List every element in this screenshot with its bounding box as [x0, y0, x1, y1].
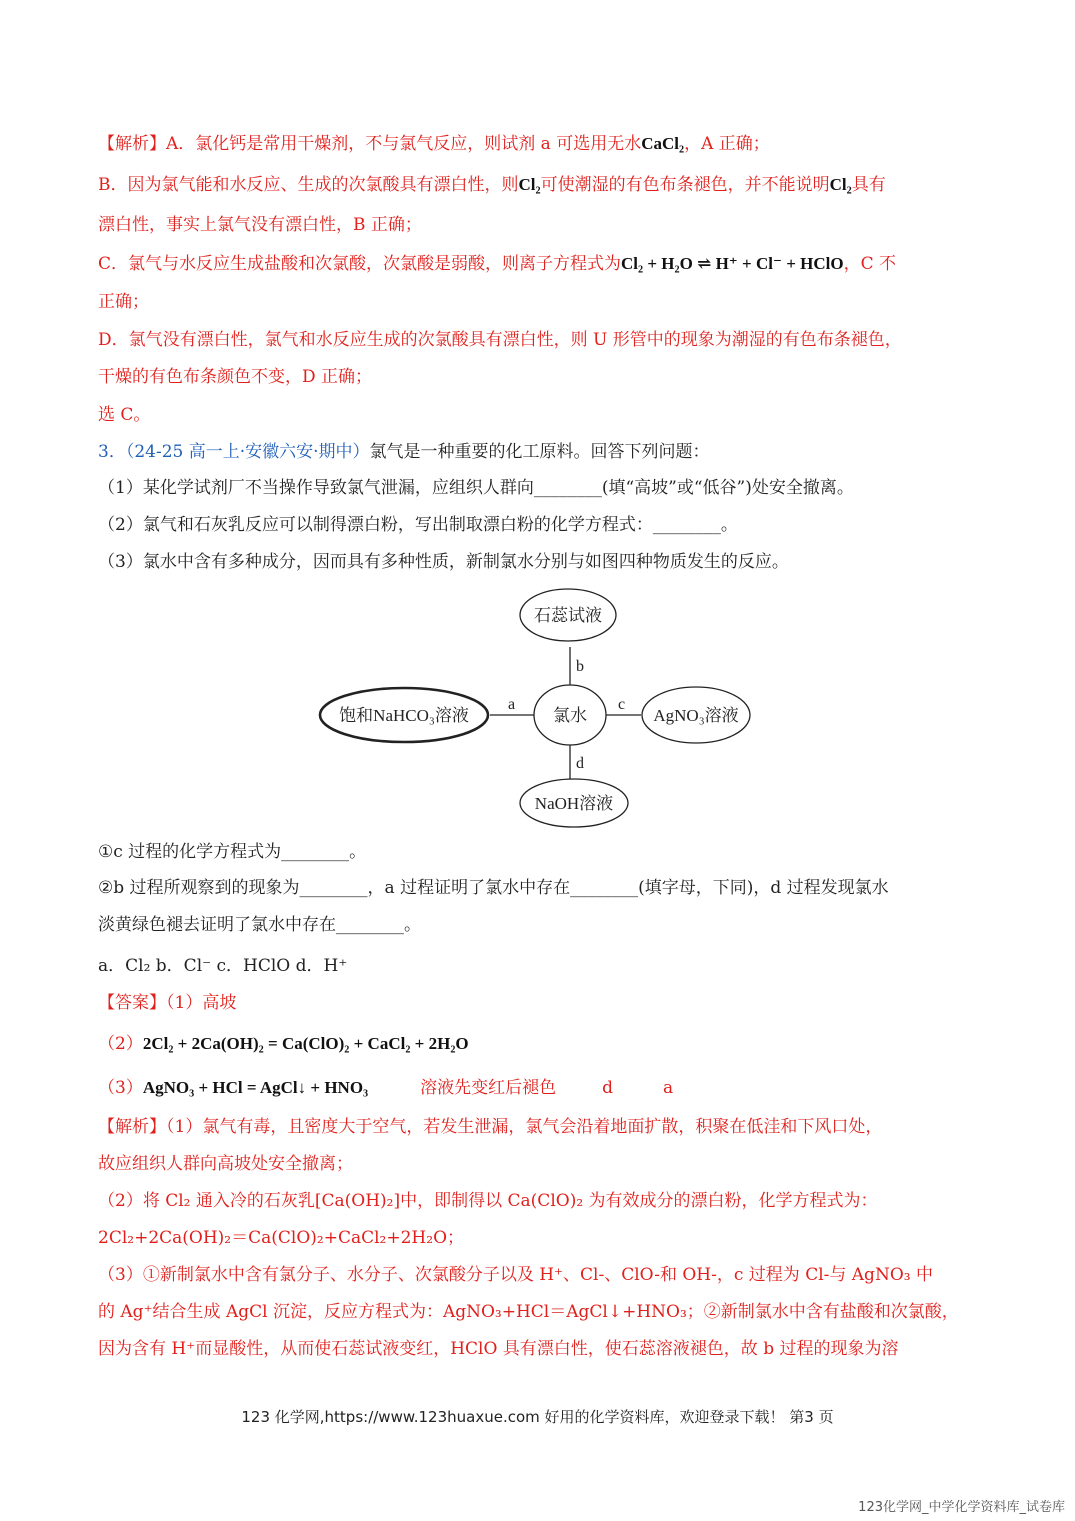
answer-1: [98, 991, 236, 1015]
answer-2-formula: 2Cl₂ + 2Ca(OH)₂ = Ca(ClO)₂ + CaCl₂ + 2H₂O: [142, 1034, 469, 1053]
question-stem: 氯气是一种重要的化工原料。回答下列问题：: [369, 442, 710, 462]
analysis-3a: （3）①新制氯水中含有氯分子、水分子、次氯酸分子以及 H⁺、Cl-、ClO-和 OH-，c 过程为 Cl-与 AgNO₃ 中: [98, 1265, 933, 1285]
analysis-1a-text: （1）氯气有毒，且密度大于空气，若发生泄漏，氯气会沿着地面扩散，积聚在低洼和下风口处，: [166, 1117, 883, 1137]
node-litmus-label: 石蕊试液: [534, 606, 602, 625]
analysis-3b: 的 Ag⁺结合生成 AgCl 沉淀，反应方程式为：AgNO₃+HCl＝AgCl↓+HNO₃；②新制氯水中含有盐酸和次氯酸，: [98, 1302, 959, 1322]
page-footer: 123 化学网,https://www.123huaxue.com 好用的化学资料库，欢迎登录下载！ 第3 页: [241, 1408, 834, 1426]
analysis-prev-d1: D．氯气没有漂白性，氯气和水反应生成的次氯酸具有漂白性，则 U 形管中的现象为潮湿的有色布条褪色，: [98, 330, 902, 350]
answer-3-d: d: [602, 1078, 614, 1098]
analysis-tag-2: 【解析】: [98, 1117, 166, 1137]
node-naoh-label: NaOH溶液: [534, 794, 614, 813]
answer-tag: 【答案】: [98, 993, 166, 1013]
reaction-diagram: [316, 585, 756, 830]
formula-cacl2: CaCl₂: [641, 134, 685, 153]
sub-question-1: ①c 过程的化学方程式为________。: [98, 842, 367, 862]
question-part-3: （3）氯水中含有多种成分，因而具有多种性质，新制氯水分别与如图四种物质发生的反应。: [98, 552, 789, 572]
node-agno3-label: AgNO₃溶液: [653, 706, 739, 725]
answer-3: [98, 1076, 673, 1100]
sub-question-2a: ②b 过程所观察到的现象为________，a 过程证明了氯水中存在________(填字母，下同)，d 过程发现氯水: [98, 878, 889, 898]
answer-3-phenomenon: 溶液先变红后褪色: [420, 1078, 557, 1098]
analysis-prev-choice: 选 C。: [98, 405, 151, 425]
formula-ionic-eq: Cl₂ + H₂O ⇌ H⁺ + Cl⁻ + HClO: [621, 254, 844, 273]
answer-2-num: （2）: [98, 1034, 143, 1054]
formula-cl2-1: Cl₂: [518, 175, 541, 194]
analysis-b-part3: 具有: [851, 175, 886, 195]
answer-3-num: （3）: [98, 1078, 143, 1098]
question-part-2: （2）氯气和石灰乳反应可以制得漂白粉，写出制取漂白粉的化学方程式：________。: [98, 515, 738, 535]
edge-label-c: c: [618, 696, 626, 713]
answer-2: [98, 1032, 469, 1056]
analysis-b-part2: 可使潮湿的有色布条褪色，并不能说明: [540, 175, 830, 195]
answer-1-text: （1）高坡: [166, 993, 237, 1013]
node-center-label: 氯水: [553, 706, 587, 725]
analysis-2b: 2Cl₂+2Ca(OH)₂＝Ca(ClO)₂+CaCl₂+2H₂O；: [98, 1228, 465, 1248]
edge-label-b: b: [576, 658, 584, 675]
analysis-prev-b1: [98, 173, 886, 197]
formula-cl2-2: Cl₂: [829, 175, 852, 194]
node-nahco3-label: 饱和NaHCO₃溶液: [339, 706, 469, 725]
question-number: 3．: [98, 442, 126, 462]
analysis-prev-c2: 正确；: [98, 292, 149, 312]
analysis-prev-d2: 干燥的有色布条颜色不变，D 正确；: [98, 367, 373, 387]
analysis-prev-a: [98, 132, 770, 156]
edge-label-a: a: [508, 696, 516, 713]
watermark-corner: 123化学网_中学化学资料库_试卷库: [858, 1500, 1065, 1515]
question-part-1: （1）某化学试剂厂不当操作导致氯气泄漏，应组织人群向________(填“高坡”或“低谷”)处安全撤离。: [98, 478, 854, 498]
options: a．Cl₂ b．Cl⁻ c．HClO d．H⁺: [98, 956, 348, 976]
analysis-prev-c1: [98, 252, 896, 276]
analysis-tag: 【解析】: [98, 134, 166, 154]
analysis-b-part1: B．因为氯气能和水反应、生成的次氯酸具有漂白性，则: [98, 175, 519, 195]
analysis-2a: （2）将 Cl₂ 通入冷的石灰乳[Ca(OH)₂]中，即制得以 Ca(ClO)₂ 为有效成分的漂白粉，化学方程式为：: [98, 1191, 878, 1211]
analysis-c-end: ，C 不: [843, 254, 896, 274]
analysis-a-end: ，A 正确；: [684, 134, 770, 154]
analysis-prev-b2: 漂白性，事实上氯气没有漂白性，B 正确；: [98, 215, 422, 235]
analysis-c-text: C．氯气与水反应生成盐酸和次氯酸，次氯酸是弱酸，则离子方程式为: [98, 254, 622, 274]
answer-3-a: a: [663, 1078, 674, 1098]
analysis-1b: 故应组织人群向高坡处安全撤离；: [98, 1154, 353, 1174]
question-source: （24-25 高一上·安徽六安·期中）: [125, 442, 370, 462]
answer-3-formula: AgNO₃ + HCl = AgCl↓ + HNO₃: [142, 1078, 369, 1097]
analysis-1a: [98, 1115, 882, 1139]
analysis-a-text: A．氯化钙是常用干燥剂，不与氯气反应，则试剂 a 可选用无水: [166, 134, 642, 154]
question-header: [98, 440, 710, 464]
edge-label-d: d: [576, 755, 584, 772]
analysis-3c: 因为含有 H⁺而显酸性，从而使石蕊试液变红，HClO 具有漂白性，使石蕊溶液褪色，故 b 过程的现象为溶: [98, 1339, 899, 1359]
sub-question-2b: 淡黄绿色褪去证明了氯水中存在________。: [98, 915, 421, 935]
